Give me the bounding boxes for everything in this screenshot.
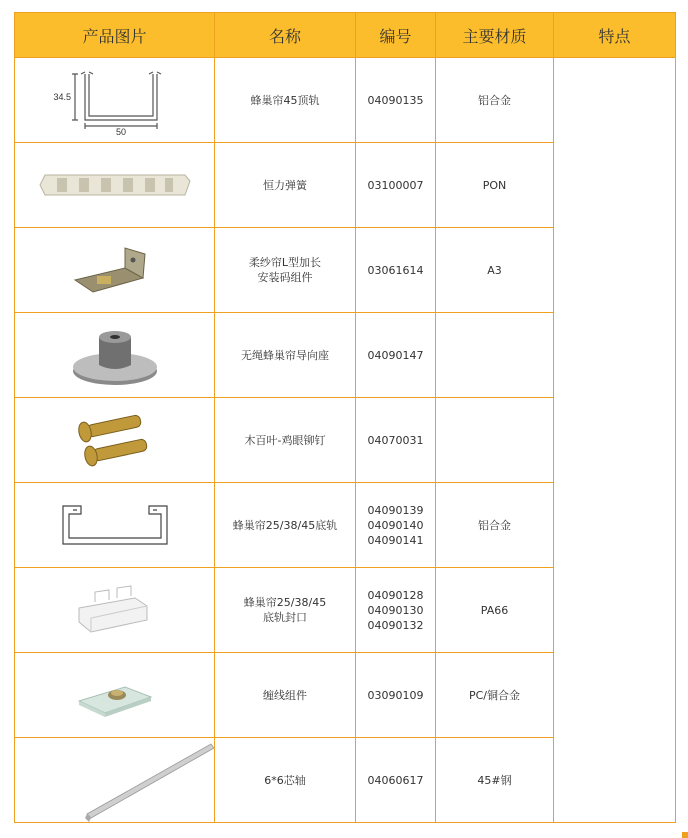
- material-cell: PON: [436, 143, 554, 228]
- material-cell: 45#钢: [436, 738, 554, 823]
- product-table: [14, 12, 676, 823]
- product-image-cell: [15, 483, 215, 568]
- code-cell: [356, 313, 436, 398]
- code-line: 04090139: [367, 503, 424, 517]
- material-cell: PA66: [436, 568, 554, 653]
- constant-force-spring-icon: [35, 165, 195, 205]
- name-cell: [215, 313, 356, 398]
- name-line: 木百叶-鸡眼铆钉: [244, 433, 326, 447]
- code-cell: [356, 568, 436, 653]
- name-cell: [215, 738, 356, 823]
- corner-mark: [682, 832, 688, 838]
- material-cell: A3: [436, 228, 554, 313]
- code-cell: [356, 398, 436, 483]
- code-cell: [356, 228, 436, 313]
- name-line: 安装码组件: [257, 271, 313, 284]
- bottom-rail-profile-icon: [45, 500, 185, 550]
- material-cell: [436, 398, 554, 483]
- code-line: 04060617: [367, 773, 424, 787]
- code-line: 04090128: [367, 588, 424, 602]
- name-cell: [215, 483, 356, 568]
- rivet-icon: [65, 404, 165, 476]
- header-image: 产品图片: [15, 13, 215, 58]
- name-line: 蜂巢帘25/38/45底轨: [232, 518, 338, 532]
- code-line: 04090141: [367, 533, 424, 547]
- product-image-cell: [15, 653, 215, 738]
- product-image-cell: [15, 738, 215, 823]
- material-cell: 铝合金: [436, 483, 554, 568]
- name-line: 无绳蜂巢帘导向座: [241, 348, 329, 362]
- code-cell: [356, 738, 436, 823]
- code-line: 04090140: [367, 518, 424, 532]
- product-image-cell: [15, 398, 215, 483]
- square-shaft-icon: [15, 738, 214, 822]
- end-cap-icon: [65, 578, 165, 642]
- name-line: 缠线组件: [263, 688, 307, 702]
- code-cell: [356, 58, 436, 143]
- dim-width-label: 50: [115, 127, 126, 137]
- name-cell: [215, 398, 356, 483]
- code-line: 04090147: [367, 348, 424, 362]
- cord-winder-icon: [65, 667, 165, 723]
- product-image-cell: [15, 228, 215, 313]
- name-line: 蜂巢帘25/38/45: [243, 596, 327, 609]
- name-line: 6*6芯轴: [264, 773, 306, 787]
- name-line: 恒力弹簧: [263, 178, 307, 192]
- name-cell: [215, 143, 356, 228]
- code-line: 03061614: [367, 263, 424, 277]
- name-cell: [215, 58, 356, 143]
- material-cell: PC/铜合金: [436, 653, 554, 738]
- l-bracket-icon: [65, 240, 165, 300]
- name-line: 蜂巢帘45顶轨: [250, 93, 320, 107]
- header-code: 编号: [356, 13, 436, 58]
- name-line: 底轨封口: [263, 611, 307, 624]
- name-cell: [215, 568, 356, 653]
- table-row: [15, 58, 676, 143]
- name-line: 柔纱帘L型加长: [248, 256, 322, 269]
- code-cell: [356, 483, 436, 568]
- product-image-cell: [15, 313, 215, 398]
- top-rail-profile-icon: [45, 62, 185, 138]
- code-line: 04070031: [367, 433, 424, 447]
- header-name: 名称: [215, 13, 356, 58]
- product-image-cell: [15, 143, 215, 228]
- name-cell: [215, 653, 356, 738]
- header-material: 主要材质: [436, 13, 554, 58]
- header-row: [15, 13, 676, 58]
- feature-cell: [554, 58, 676, 823]
- code-line: 03100007: [367, 178, 424, 192]
- name-cell: [215, 228, 356, 313]
- dim-height-label: 34.5: [52, 92, 71, 102]
- material-cell: [436, 313, 554, 398]
- code-line: 03090109: [367, 688, 424, 702]
- header-feature: 特点: [554, 13, 676, 58]
- guide-seat-icon: [65, 319, 165, 391]
- material-cell: 铝合金: [436, 58, 554, 143]
- code-cell: [356, 143, 436, 228]
- code-line: 04090132: [367, 618, 424, 632]
- code-line: 04090135: [367, 93, 424, 107]
- product-image-cell: [15, 568, 215, 653]
- code-cell: [356, 653, 436, 738]
- code-line: 04090130: [367, 603, 424, 617]
- product-image-cell: [15, 58, 215, 143]
